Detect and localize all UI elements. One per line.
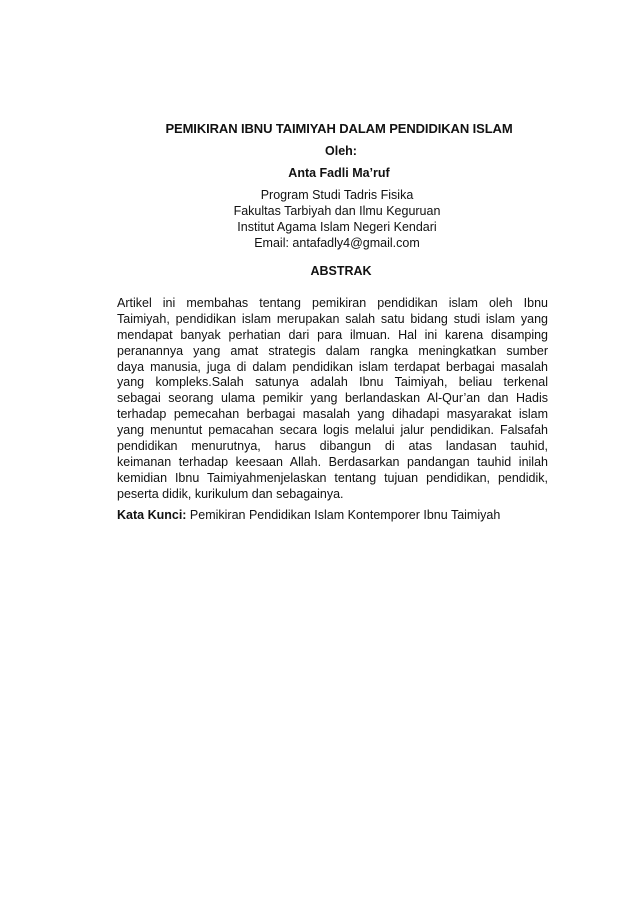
abstract-line: peserta didik, kurikulum dan sebagainya.: [117, 486, 344, 501]
abstract-line: Artikel ini membahas tentang pemikiran pendidikan islam oleh Ibnu: [117, 296, 548, 310]
abstract-line: daya manusia, juga di dalam pendidikan islam terdapat berbagai masalah: [117, 359, 548, 374]
author-name: Anta Fadli Ma’ruf: [288, 166, 390, 180]
abstract-line: terhadap pemecahan berbagai masalah yang dihadapi masyarakat islam: [117, 407, 548, 422]
abstract-body: [117, 296, 548, 503]
abstract-line: Taimiyah, pendidikan islam merupakan salah satu bidang studi islam yang: [117, 311, 548, 326]
keywords-line: [117, 508, 500, 522]
keywords-text: Pemikiran Pendidikan Islam Kontemporer Ibnu Taimiyah: [186, 508, 501, 522]
abstract-line: peranannya yang amat strategis dalam rangka meningkatkan sumber: [117, 343, 548, 358]
abstract-heading: ABSTRAK: [310, 264, 372, 278]
keywords-label: Kata Kunci:: [117, 508, 187, 522]
author-email: Email: antafadly4@gmail.com: [254, 236, 420, 250]
abstract-line: mendapat banyak perhatian dari para ilmuan. Hal ini karena disamping: [117, 327, 548, 342]
affiliation-faculty: Fakultas Tarbiyah dan Ilmu Keguruan: [233, 204, 441, 218]
abstract-line: yang kompleks.Salah satunya adalah Ibnu Taimiyah, beliau terkenal: [117, 375, 548, 390]
by-label: Oleh:: [325, 144, 357, 158]
abstract-line: keimanan terhadap keesaan Allah. Berdasarkan pandangan tauhid inilah: [117, 454, 548, 469]
abstract-line: pendidikan menurutnya, harus dibangun di atas landasan tauhid,: [117, 439, 548, 454]
abstract-line: kemidian Ibnu Taimiyahmenjelaskan tentang tujuan pendidikan, pendidik,: [117, 470, 548, 485]
affiliation-program: Program Studi Tadris Fisika: [260, 188, 414, 202]
affiliation-institute: Institut Agama Islam Negeri Kendari: [237, 220, 437, 234]
abstract-line: sebagai seorang ulama pemikir yang berlandaskan Al-Qur’an dan Hadis: [117, 391, 548, 406]
paper-title: PEMIKIRAN IBNU TAIMIYAH DALAM PENDIDIKAN ISLAM: [165, 121, 513, 136]
abstract-line: yang menuntut pemacahan secara logis melalui jalur pendidikan. Falsafah: [117, 423, 548, 438]
